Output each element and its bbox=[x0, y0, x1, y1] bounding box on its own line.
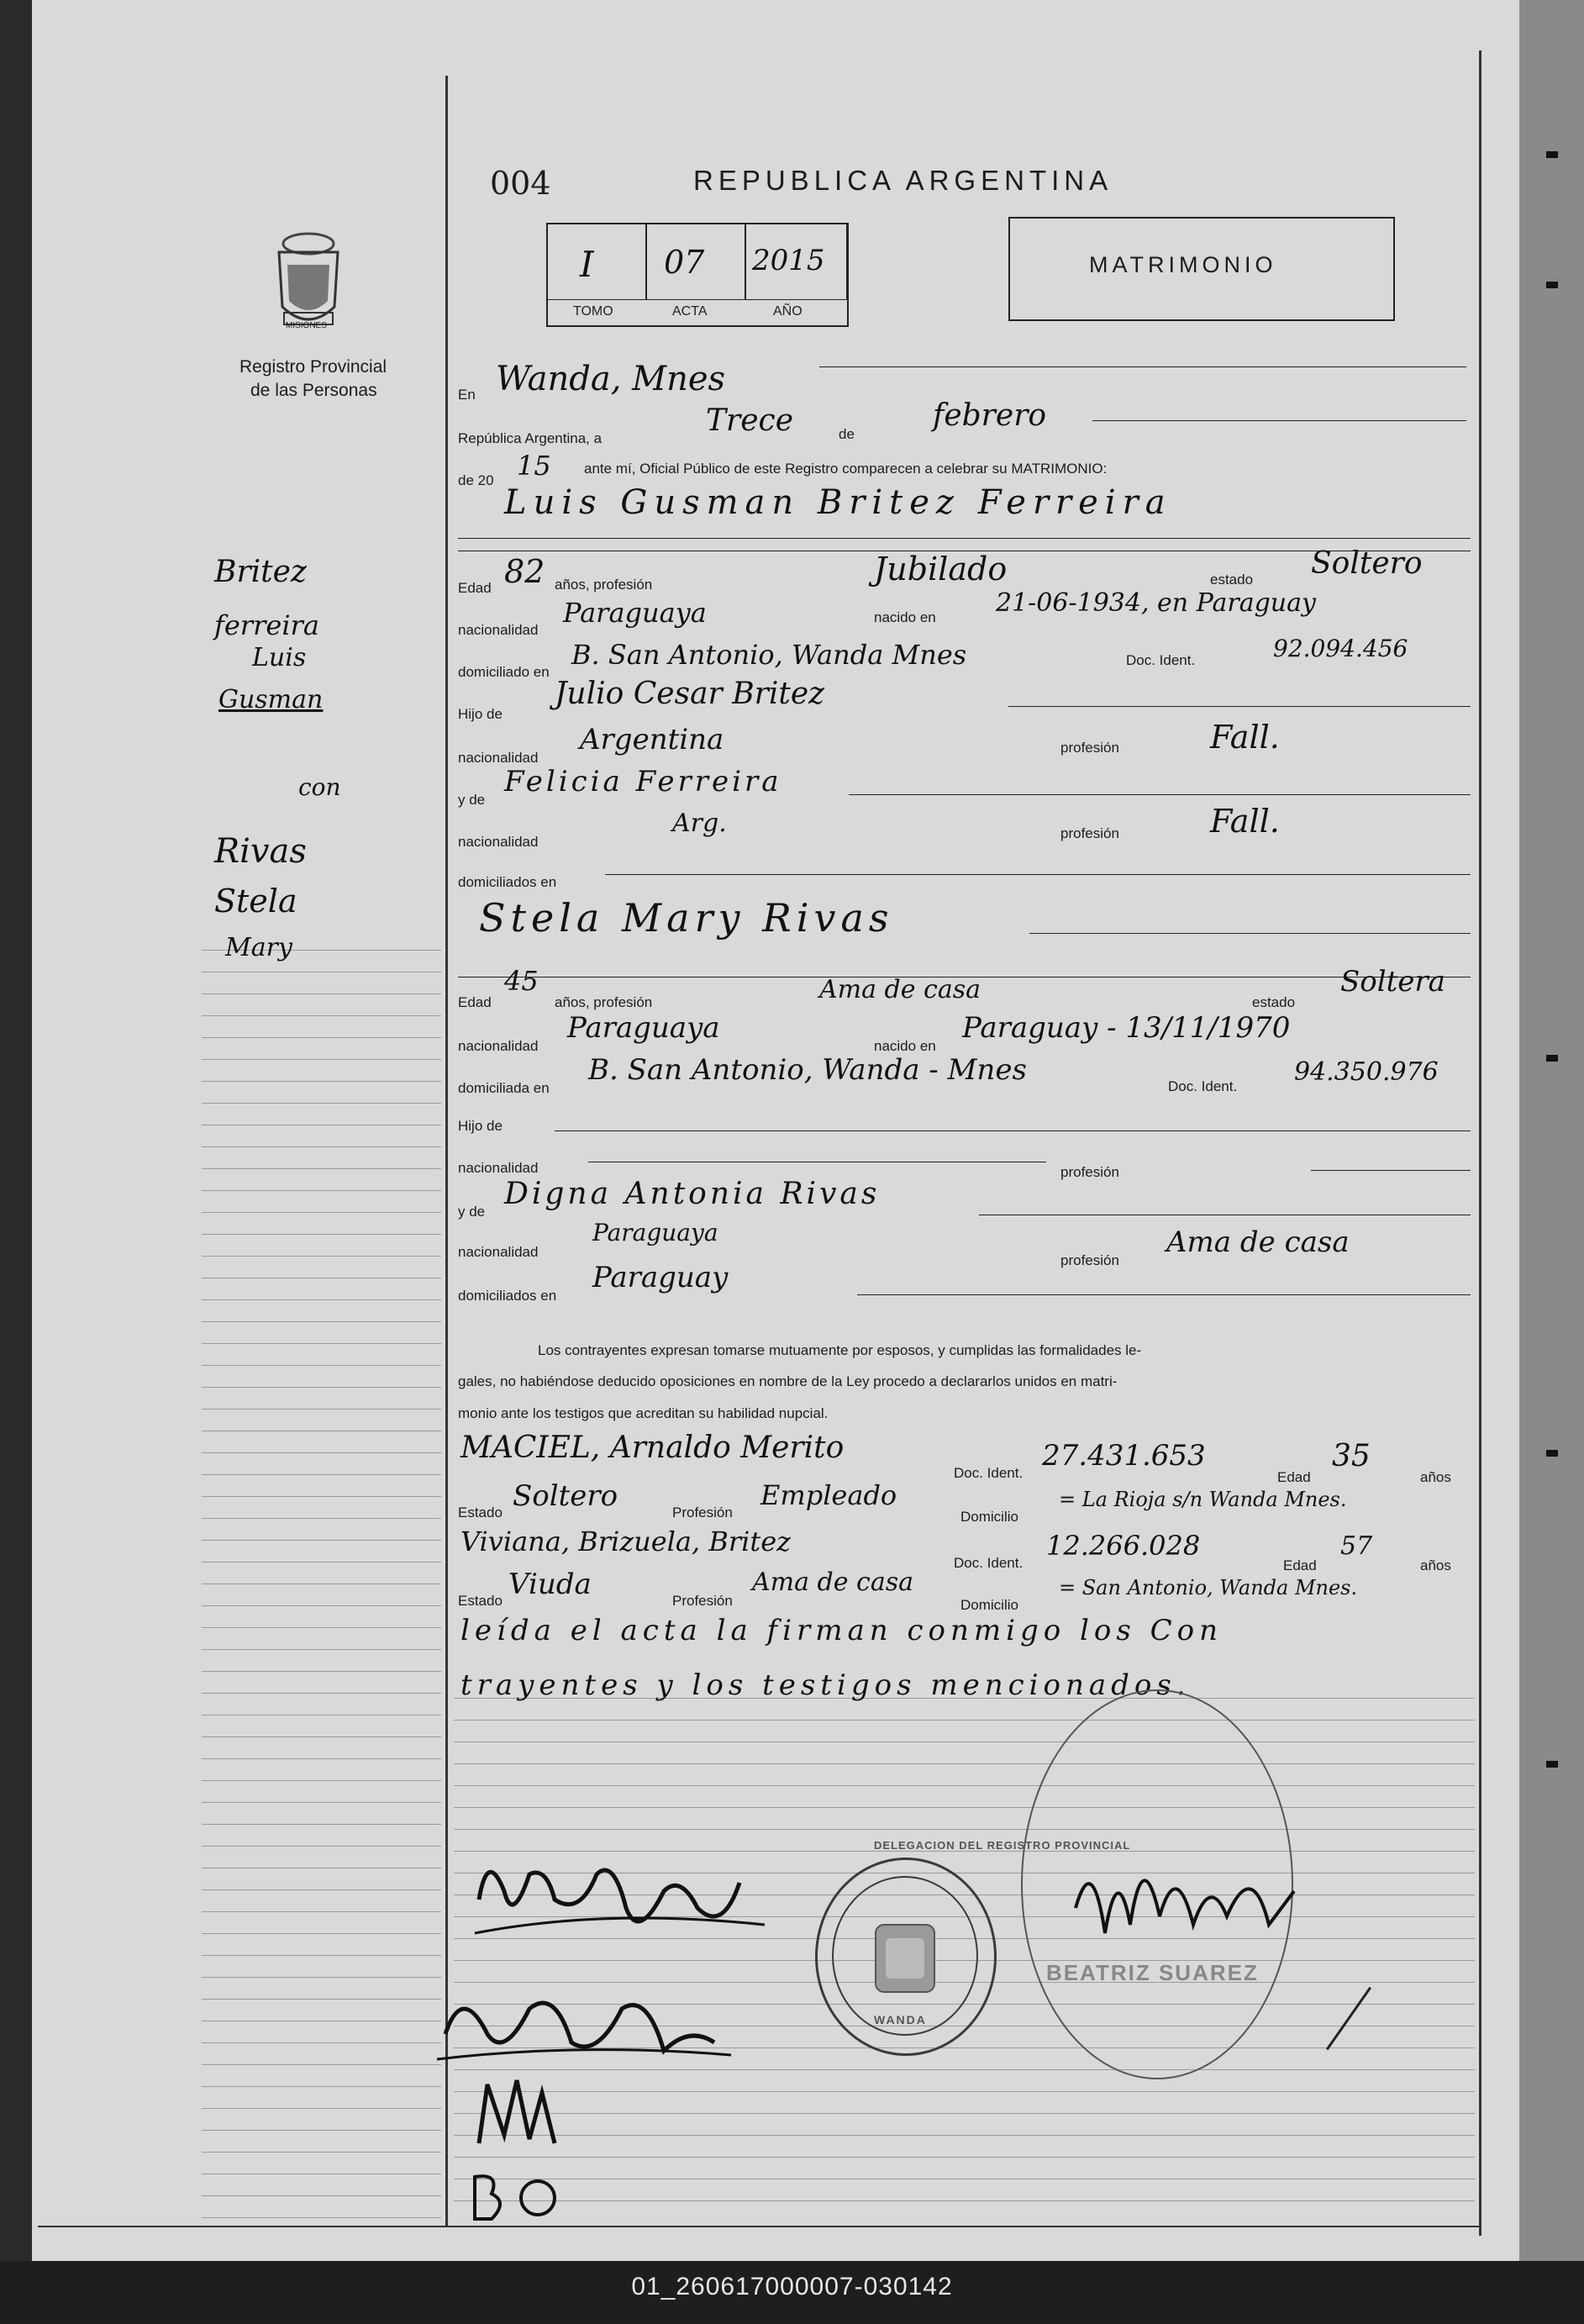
fill-line bbox=[1008, 706, 1471, 707]
groom-padre: Julio Cesar Britez bbox=[555, 677, 825, 711]
closing-line-1: leída el acta la firman conmigo los Con bbox=[460, 1614, 1223, 1647]
right-border bbox=[1479, 50, 1481, 2236]
fill-line bbox=[1311, 1170, 1471, 1171]
groom-signature-icon bbox=[471, 1841, 790, 1958]
ruled-line bbox=[454, 2091, 1475, 2092]
fill-line bbox=[555, 1130, 1471, 1131]
groom-padre-nac: Argentina bbox=[580, 723, 724, 756]
groom-nacionalidad: Paraguaya bbox=[563, 597, 707, 629]
bride-domiciliados-label: domiciliados en bbox=[458, 1288, 557, 1304]
witness2-profesion: Ama de casa bbox=[752, 1568, 913, 1597]
ruled-line bbox=[202, 2195, 441, 2196]
bride-padre-prof-label: profesión bbox=[1060, 1164, 1119, 1180]
bride-madre: Digna Antonia Rivas bbox=[504, 1177, 881, 1211]
witness1-profesion: Empleado bbox=[760, 1479, 897, 1511]
groom-estado-label: estado bbox=[1210, 572, 1254, 588]
witness2-doc-label: Doc. Ident. bbox=[954, 1555, 1024, 1571]
bride-nac-label: nacionalidad bbox=[458, 1038, 539, 1054]
witness2-doc: 12.266.028 bbox=[1046, 1530, 1201, 1562]
bride-nacido-label: nacido en bbox=[874, 1038, 936, 1054]
witness1-estado-label: Estado bbox=[458, 1505, 503, 1520]
ruled-line bbox=[454, 2135, 1475, 2136]
ruled-line bbox=[202, 2064, 441, 2065]
declaration-line-2: gales, no habiéndose deducido oposiciones en nombre de la Ley procedo a declararlos unidos en matri- bbox=[458, 1373, 1118, 1389]
ruled-line bbox=[202, 1387, 441, 1388]
anio-label: AÑO bbox=[773, 304, 803, 319]
witness2-estado-label: Estado bbox=[458, 1593, 503, 1609]
acta-value: 07 bbox=[664, 244, 705, 281]
stamp-crest-icon bbox=[859, 1916, 951, 2005]
bride-doc: 94.350.976 bbox=[1294, 1057, 1439, 1087]
witness2-anios: años bbox=[1420, 1557, 1451, 1573]
groom-edad-label: Edad bbox=[458, 580, 492, 596]
ruled-line bbox=[202, 1518, 441, 1519]
ruled-line bbox=[454, 1829, 1475, 1830]
groom-madre-nac-label: nacionalidad bbox=[458, 834, 539, 850]
stamp-city: WANDA bbox=[874, 2013, 927, 2026]
year-prefix: de 20 bbox=[458, 472, 494, 488]
groom-nac-label: nacionalidad bbox=[458, 622, 539, 638]
ruled-line bbox=[202, 1343, 441, 1344]
ruled-line bbox=[202, 2152, 441, 2153]
ruled-line bbox=[202, 1671, 441, 1672]
tomo-value: I bbox=[580, 244, 594, 285]
groom-profesion: Jubilado bbox=[874, 551, 1008, 588]
closing-line-2: trayentes y los testigos mencionados. bbox=[460, 1668, 1191, 1702]
ruled-line bbox=[202, 1212, 441, 1213]
tomo-label: TOMO bbox=[573, 304, 613, 319]
bride-doc-label: Doc. Ident. bbox=[1168, 1078, 1238, 1094]
witness1-anios: años bbox=[1420, 1469, 1451, 1485]
witness2-edad: 57 bbox=[1340, 1531, 1373, 1561]
witness1-domicilio: = La Rioja s/n Wanda Mnes. bbox=[1059, 1488, 1347, 1511]
groom-doc: 92.094.456 bbox=[1273, 635, 1408, 662]
groom-doc-label: Doc. Ident. bbox=[1126, 652, 1196, 668]
ruled-line bbox=[202, 1081, 441, 1082]
groom-madre-nac: Arg. bbox=[672, 809, 727, 838]
bride-dom-label: domiciliada en bbox=[458, 1080, 550, 1096]
witness1-name: MACIEL, Arnaldo Merito bbox=[460, 1431, 845, 1465]
ruled-line bbox=[202, 1409, 441, 1410]
ruled-line bbox=[202, 1802, 441, 1803]
en-label: En bbox=[458, 387, 476, 403]
seal-label: MISIONES bbox=[286, 321, 327, 330]
groom-edad: 82 bbox=[504, 553, 545, 590]
day-value: Trece bbox=[706, 403, 793, 438]
margin-groom-4: Gusman bbox=[218, 685, 324, 714]
ruled-line bbox=[202, 1299, 441, 1300]
ruled-line bbox=[202, 2130, 441, 2131]
fill-line bbox=[458, 538, 1471, 539]
ruled-line bbox=[202, 2042, 441, 2043]
groom-hijo-label: Hijo de bbox=[458, 706, 503, 722]
stamp-text: DELEGACION DEL REGISTRO PROVINCIAL bbox=[874, 1839, 1131, 1852]
place-value: Wanda, Mnes bbox=[496, 360, 726, 398]
binding-hole bbox=[1546, 282, 1558, 288]
ruled-line bbox=[202, 1889, 441, 1890]
groom-madre-prof-label: profesión bbox=[1060, 825, 1119, 841]
de-label: de bbox=[839, 426, 855, 442]
ruled-line bbox=[202, 1103, 441, 1104]
doc-type: MATRIMONIO bbox=[1089, 252, 1277, 277]
registry-name-2: de las Personas bbox=[250, 381, 377, 400]
groom-name: Luis Gusman Britez Ferreira bbox=[504, 483, 1172, 522]
ruled-line bbox=[202, 1540, 441, 1541]
bride-domiciliados: Paraguay bbox=[592, 1261, 729, 1294]
ruled-line bbox=[202, 1693, 441, 1694]
official-name: BEATRIZ SUAREZ bbox=[1046, 1960, 1259, 1985]
fill-line bbox=[819, 366, 1466, 367]
groom-dom-label: domiciliado en bbox=[458, 664, 550, 680]
ruled-line bbox=[202, 1824, 441, 1825]
ruled-line bbox=[202, 1037, 441, 1038]
groom-nacido: 21-06-1934, en Paraguay bbox=[996, 588, 1316, 618]
ruled-line bbox=[202, 993, 441, 994]
ruled-line bbox=[202, 1933, 441, 1934]
bottom-border bbox=[38, 2226, 1481, 2227]
scan-footer bbox=[0, 2261, 1584, 2324]
witness2-dom-label: Domicilio bbox=[960, 1597, 1018, 1613]
binding-hole bbox=[1546, 151, 1558, 158]
bride-estado: Soltera bbox=[1340, 965, 1445, 999]
groom-madre-prof: Fall. bbox=[1210, 803, 1280, 840]
acta-label: ACTA bbox=[672, 304, 708, 319]
province-seal-icon bbox=[269, 227, 349, 336]
witness2-domicilio: = San Antonio, Wanda Mnes. bbox=[1059, 1576, 1358, 1599]
binding-hole bbox=[1546, 1055, 1558, 1062]
registry-name: Registro Provincial bbox=[239, 357, 387, 377]
ruled-line bbox=[202, 1955, 441, 1956]
ruled-line bbox=[202, 1846, 441, 1847]
tomo-cell bbox=[546, 223, 647, 300]
groom-estado: Soltero bbox=[1311, 546, 1423, 581]
bride-name: Stela Mary Rivas bbox=[479, 895, 894, 941]
bride-edad: 45 bbox=[504, 965, 539, 997]
witness2-signature-icon bbox=[466, 2169, 576, 2227]
ruled-line bbox=[454, 2157, 1475, 2158]
ruled-line bbox=[202, 1015, 441, 1016]
witness2-edad-label: Edad bbox=[1283, 1557, 1317, 1573]
ruled-line bbox=[202, 1234, 441, 1235]
ruled-line bbox=[202, 1649, 441, 1650]
margin-bride-2: Stela bbox=[214, 883, 297, 920]
groom-domicilio: B. San Antonio, Wanda Mnes bbox=[571, 639, 967, 671]
ruled-line bbox=[202, 1059, 441, 1060]
bride-signature-icon bbox=[429, 1984, 748, 2076]
ruled-line bbox=[202, 2086, 441, 2087]
year-suffix: 15 bbox=[517, 450, 551, 482]
bride-madre-nac-label: nacionalidad bbox=[458, 1244, 539, 1260]
margin-groom-3: Luis bbox=[252, 643, 307, 672]
anio-value: 2015 bbox=[752, 244, 825, 277]
margin-groom-1: Britez bbox=[214, 555, 307, 589]
book-binding bbox=[1519, 0, 1584, 2261]
bride-nacido: Paraguay - 13/11/1970 bbox=[962, 1011, 1291, 1045]
groom-padre-prof: Fall. bbox=[1210, 719, 1280, 756]
ruled-line bbox=[454, 2200, 1475, 2201]
ruled-line bbox=[202, 1452, 441, 1453]
witness2-name: Viviana, Brizuela, Britez bbox=[460, 1526, 792, 1557]
ruled-line bbox=[202, 1146, 441, 1147]
witness1-edad-label: Edad bbox=[1277, 1469, 1311, 1485]
ruled-line bbox=[202, 1496, 441, 1497]
country-title: REPUBLICA ARGENTINA bbox=[693, 165, 1113, 196]
binding-hole bbox=[1546, 1450, 1558, 1457]
witness2-estado: Viuda bbox=[508, 1568, 592, 1601]
ruled-line bbox=[202, 1190, 441, 1191]
ruled-line bbox=[202, 1474, 441, 1475]
ruled-line bbox=[202, 1365, 441, 1366]
ruled-line bbox=[202, 1562, 441, 1563]
ruled-line bbox=[202, 1911, 441, 1912]
bride-profesion: Ama de casa bbox=[819, 975, 981, 1004]
statement: ante mí, Oficial Público de este Registro comparecen a celebrar su MATRIMONIO: bbox=[584, 461, 1108, 477]
ruled-line bbox=[454, 1807, 1475, 1808]
margin-bride-1: Rivas bbox=[214, 832, 307, 871]
bride-madre-label: y de bbox=[458, 1204, 486, 1220]
bride-madre-prof-label: profesión bbox=[1060, 1252, 1119, 1268]
ruled-line bbox=[202, 1736, 441, 1737]
bride-anios-label: años, profesión bbox=[555, 994, 653, 1010]
ruled-line bbox=[454, 1763, 1475, 1764]
scan-code: 01_260617000007-030142 bbox=[631, 2273, 953, 2300]
witness1-doc-label: Doc. Ident. bbox=[954, 1465, 1024, 1481]
groom-madre-label: y de bbox=[458, 792, 486, 808]
margin-divider bbox=[445, 76, 448, 2227]
ruled-line bbox=[454, 1785, 1475, 1786]
bride-domicilio: B. San Antonio, Wanda - Mnes bbox=[588, 1053, 1027, 1087]
fill-line bbox=[1029, 933, 1471, 934]
bride-padre-nac-label: nacionalidad bbox=[458, 1160, 539, 1176]
margin-bride-3: Mary bbox=[225, 933, 292, 962]
witness1-estado: Soltero bbox=[513, 1479, 618, 1513]
fill-line bbox=[849, 794, 1471, 795]
bride-hijo-label: Hijo de bbox=[458, 1118, 503, 1134]
groom-madre: Felicia Ferreira bbox=[504, 765, 782, 798]
ruled-line bbox=[202, 1758, 441, 1759]
margin-con: con bbox=[298, 773, 341, 801]
official-signature-icon bbox=[1067, 1841, 1302, 1967]
bride-estado-label: estado bbox=[1252, 994, 1296, 1010]
month-value: febrero bbox=[933, 398, 1047, 433]
ruled-line bbox=[202, 1780, 441, 1781]
ruled-line bbox=[454, 2113, 1475, 2114]
declaration-line-1: Los contrayentes expresan tomarse mutuamente por esposos, y cumplidas las formalidades le- bbox=[538, 1342, 1142, 1358]
witness1-doc: 27.431.653 bbox=[1042, 1439, 1206, 1473]
fill-line bbox=[857, 1294, 1471, 1295]
declaration-line-3: monio ante los testigos que acreditan su habilidad nupcial. bbox=[458, 1405, 829, 1421]
binding-hole bbox=[1546, 1761, 1558, 1768]
act-number: 004 bbox=[490, 165, 551, 202]
ruled-line bbox=[202, 2108, 441, 2109]
groom-domiciliados-label: domiciliados en bbox=[458, 874, 557, 890]
ruled-line bbox=[202, 1605, 441, 1606]
witness1-dom-label: Domicilio bbox=[960, 1509, 1018, 1525]
ruled-line bbox=[202, 2217, 441, 2218]
ruled-line bbox=[202, 1321, 441, 1322]
ruled-line bbox=[202, 1168, 441, 1169]
bride-edad-label: Edad bbox=[458, 994, 492, 1010]
groom-padre-nac-label: nacionalidad bbox=[458, 750, 539, 766]
margin-groom-2: ferreira bbox=[214, 609, 319, 641]
ruled-line bbox=[202, 1977, 441, 1978]
bride-madre-prof: Ama de casa bbox=[1166, 1225, 1350, 1259]
groom-padre-prof-label: profesión bbox=[1060, 740, 1119, 756]
ruled-line bbox=[202, 1999, 441, 2000]
ruled-line bbox=[202, 1627, 441, 1628]
fill-line bbox=[605, 874, 1471, 875]
ruled-line bbox=[202, 1256, 441, 1257]
republic-label: República Argentina, a bbox=[458, 430, 603, 446]
bride-nacionalidad: Paraguaya bbox=[567, 1011, 720, 1045]
witness1-edad: 35 bbox=[1332, 1439, 1371, 1473]
witness1-signature-icon bbox=[471, 2076, 571, 2152]
ruled-line bbox=[454, 1720, 1475, 1721]
groom-anios-label: años, profesión bbox=[555, 577, 653, 593]
witness2-prof-label: Profesión bbox=[672, 1593, 733, 1609]
groom-nacido-label: nacido en bbox=[874, 609, 936, 625]
bride-madre-nac: Paraguaya bbox=[592, 1219, 718, 1246]
fill-line bbox=[1092, 420, 1466, 421]
witness1-prof-label: Profesión bbox=[672, 1505, 733, 1520]
